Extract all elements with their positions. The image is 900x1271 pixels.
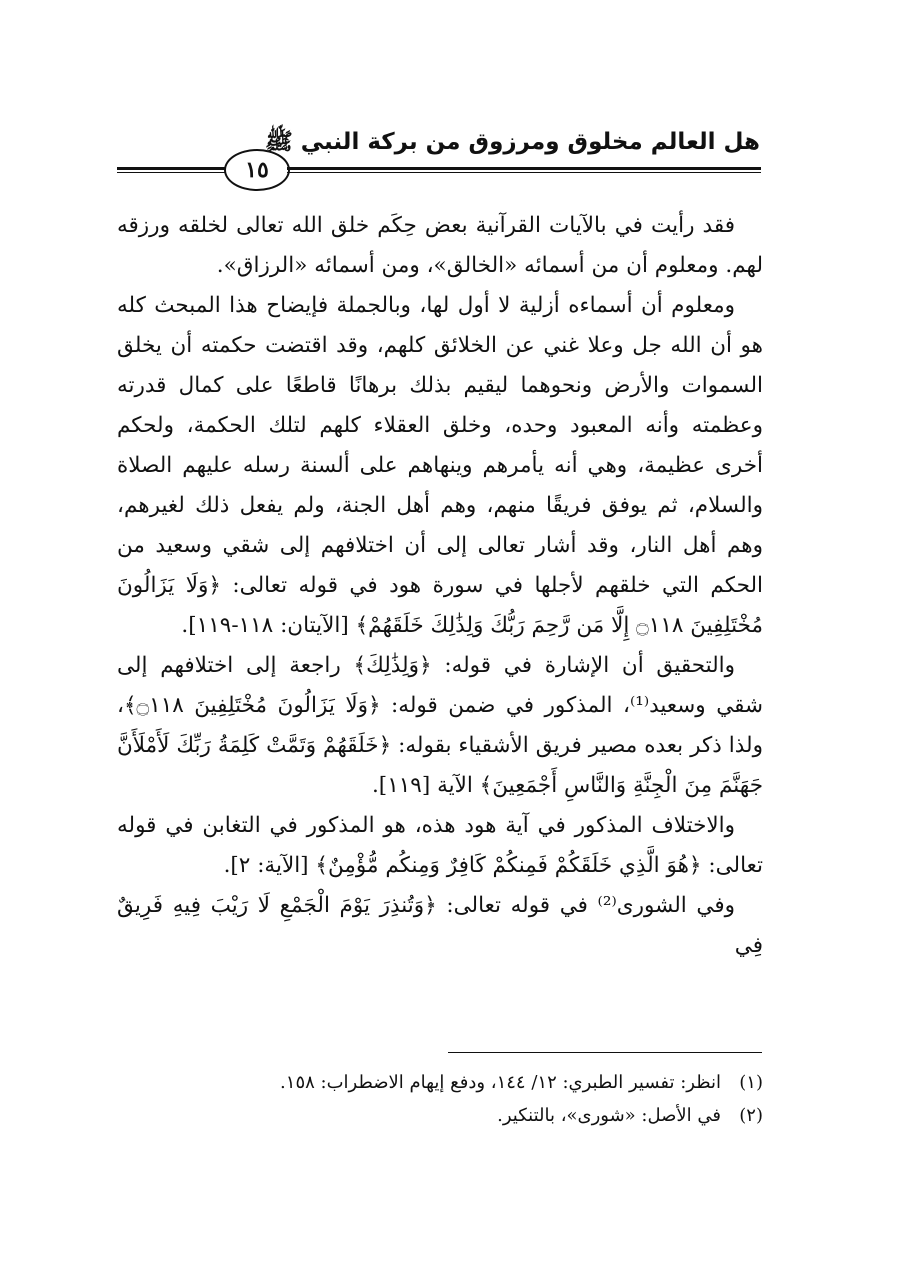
paragraph-2: ومعلوم أن أسماءه أزلية لا أول لها، وبالجملة فإيضاح هذا المبحث كله هو أن الله جل وعلا غني عن الخلائق كلهم، وقد اقتضت حكمته أن يخلق السموات والأرض ونحوهما ليقيم بذلك برهانًا قاطعًا على كمال قدرته وعظمته وأنه المعبود وحده، وخلق العقلاء كلهم لتلك الحكمة، ولحكم أخرى عظيمة، وهي أنه يأمرهم وينهاهم على ألسنة رسله عليهم الصلاة والسلام، ثم يوفق فريقًا منهم، وهم أهل الجنة، ولم يفعل ذلك لغيرهم، وهم أهل النار، وقد أشار تعالى إلى أن اختلافهم إلى شقي وسعيد من الحكم التي خلقهم لأجلها في سورة هود في قوله تعالى: ﴿وَلَا يَزَالُونَ مُخْتَلِفِينَ ۝١١٨ إِلَّا مَن رَّحِمَ رَبُّكَ وَلِذَٰلِكَ خَلَقَهُمْ﴾ [الآيتان: ١١٨-١١٩].	[117, 293, 763, 638]
footnote-text: انظر: تفسير الطبري: ١٢/ ١٤٤، ودفع إيهام الاضطراب: ١٥٨.	[280, 1072, 721, 1093]
footnote-separator	[448, 1052, 762, 1053]
footnote-text: في الأصل: «شورى»، بالتنكير.	[497, 1105, 721, 1126]
running-head-title: هل العالم مخلوق ومرزوق من بركة النبي ﷺ	[264, 129, 760, 155]
paragraph-5: وفي الشورى⁽²⁾ في قوله تعالى: ﴿وَتُنذِرَ يَوْمَ الْجَمْعِ لَا رَيْبَ فِيهِ فَرِيقٌ فِي	[117, 893, 763, 958]
paragraph-3: والتحقيق أن الإشارة في قوله: ﴿وَلِذَٰلِكَ﴾ راجعة إلى اختلافهم إلى شقي وسعيد⁽¹⁾، المذكور في ضمن قوله: ﴿وَلَا يَزَالُونَ مُخْتَلِفِينَ ۝١١٨﴾، ولذا ذكر بعده مصير فريق الأشقياء بقوله: ﴿خَلَقَهُمْ وَتَمَّتْ كَلِمَةُ رَبِّكَ لَأَمْلَأَنَّ جَهَنَّمَ مِنَ الْجِنَّةِ وَالنَّاسِ أَجْمَعِينَ﴾ الآية [١١٩].	[117, 653, 763, 798]
page-number: ١٥	[224, 149, 290, 191]
paragraph-4: والاختلاف المذكور في آية هود هذه، هو المذكور في التغابن في قوله تعالى: ﴿هُوَ الَّذِي خَلَقَكُمْ فَمِنكُمْ كَافِرٌ وَمِنكُم مُّؤْمِنٌ﴾ [الآية: ٢].	[117, 813, 763, 878]
footnote-number: (١)	[739, 1072, 763, 1093]
main-text	[117, 206, 763, 966]
footnote-1	[117, 1066, 763, 1099]
footnote-2	[117, 1099, 763, 1132]
footnote-number: (٢)	[739, 1105, 763, 1126]
header-rule-right	[287, 167, 761, 173]
paragraph-1: فقد رأيت في بالآيات القرآنية بعض حِكَم خلق الله تعالى لخلقه ورزقه لهم. ومعلوم أن من أسمائه «الخالق»، ومن أسمائه «الرزاق».	[117, 213, 763, 278]
footnotes	[117, 1066, 763, 1132]
header-rule-left	[117, 167, 225, 173]
